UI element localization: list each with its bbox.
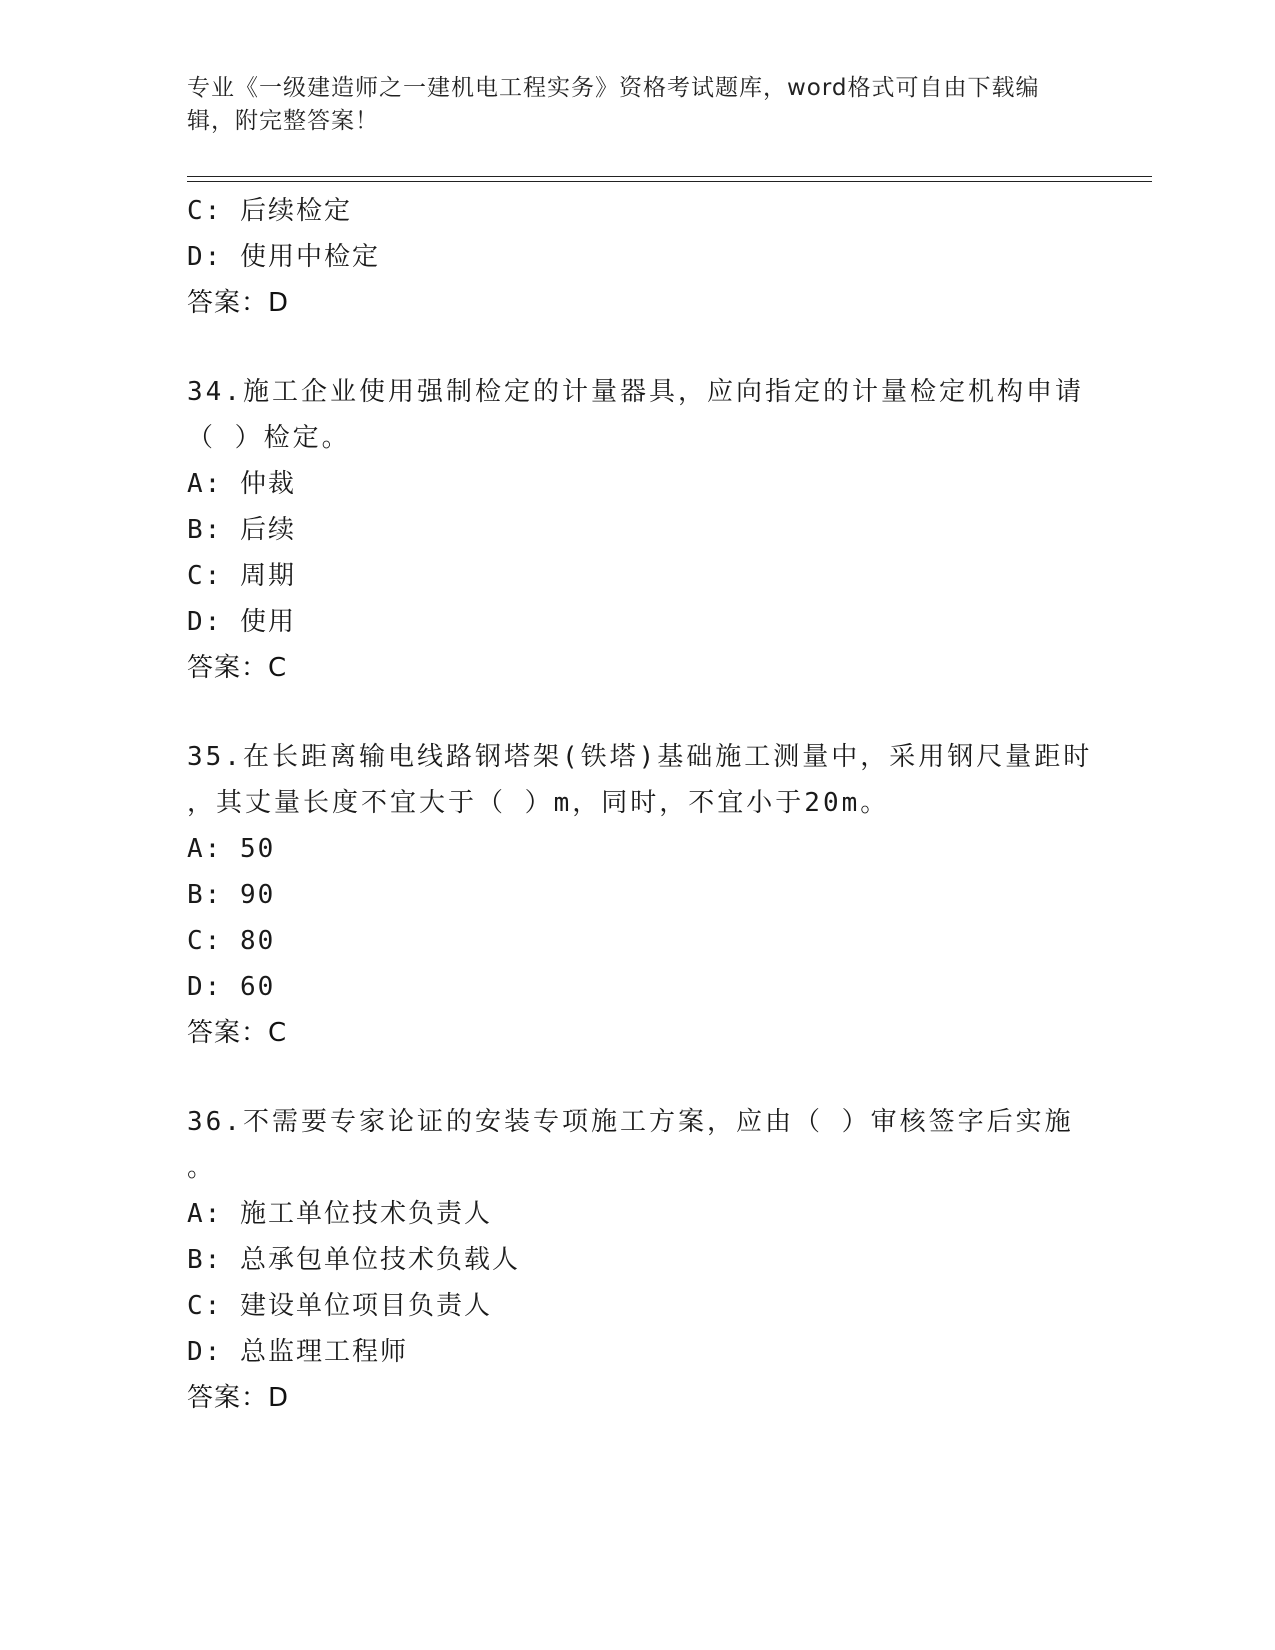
document-header [187, 72, 1067, 138]
option-c: C: 周期 [187, 561, 296, 591]
option-c: C: 建设单位项目负责人 [187, 1291, 492, 1321]
header-divider-bottom [187, 181, 1152, 182]
answer: 答案：D [187, 288, 290, 318]
header-line-1: 专业《一级建造师之一建机电工程实务》资格考试题库，word格式可自由下载编 [187, 75, 1040, 101]
option-b: B: 后续 [187, 515, 296, 545]
option-c: C: 80 [187, 926, 276, 956]
option-d: D: 60 [187, 972, 276, 1002]
option-d: D: 使用 [187, 607, 296, 637]
header-line-2: 辑，附完整答案！ [187, 108, 379, 134]
option-d: D: 使用中检定 [187, 242, 380, 272]
question-text-line-1: 36.不需要专家论证的安装专项施工方案，应由（ ）审核签字后实施 [187, 1107, 1074, 1137]
option-d: D: 总监理工程师 [187, 1337, 408, 1367]
option-c: C: 后续检定 [187, 196, 352, 226]
option-a: A: 50 [187, 834, 276, 864]
question-33-continuation [187, 188, 1087, 326]
question-text-line-2: 。 [187, 1153, 217, 1183]
question-text-line-1: 34.施工企业使用强制检定的计量器具，应向指定的计量检定机构申请 [187, 377, 1084, 407]
question-text-line-2: ，其丈量长度不宜大于（ ）m，同时，不宜小于20m。 [187, 788, 890, 818]
question-text-line-1: 35.在长距离输电线路钢塔架(铁塔)基础施工测量中，采用钢尺量距时 [187, 742, 1093, 772]
answer: 答案：C [187, 653, 288, 683]
option-a: A: 仲裁 [187, 469, 296, 499]
option-b: B: 90 [187, 880, 276, 910]
question-list [187, 188, 1093, 1421]
question-36 [187, 1099, 1087, 1421]
header-divider-top [187, 176, 1152, 177]
answer: 答案：D [187, 1383, 290, 1413]
answer: 答案：C [187, 1018, 288, 1048]
question-35 [187, 734, 1093, 1056]
question-34 [187, 369, 1087, 691]
question-text-line-2: （ ）检定。 [187, 423, 351, 453]
option-a: A: 施工单位技术负责人 [187, 1199, 492, 1229]
option-b: B: 总承包单位技术负载人 [187, 1245, 520, 1275]
